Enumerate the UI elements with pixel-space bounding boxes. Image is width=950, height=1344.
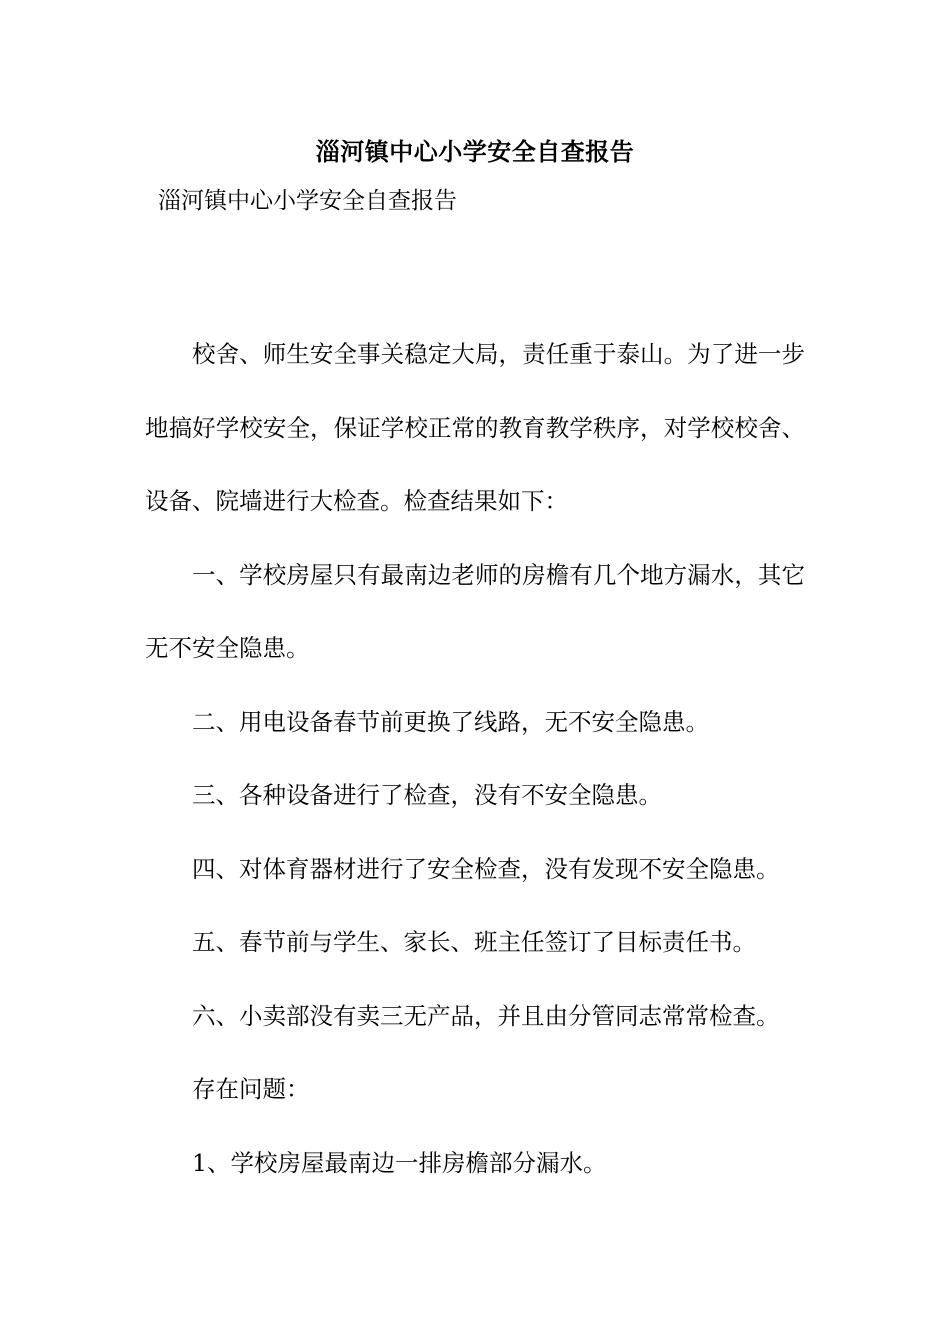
paragraph-item-4: 四、对体育器材进行了安全检查，没有发现不安全隐患。 [192, 854, 780, 883]
paragraph-item-6: 六、小卖部没有卖三无产品，并且由分管同志常常检查。 [192, 1001, 780, 1030]
paragraph-issues-heading: 存在问题： [192, 1075, 310, 1103]
paragraph-item-5: 五、春节前与学生、家长、班主任签订了目标责任书。 [192, 928, 756, 956]
paragraph-issue-1: 1、学校房屋最南边一排房檐部分漏水。 [192, 1148, 607, 1177]
document-title: 淄河镇中心小学安全自查报告 [315, 137, 635, 166]
paragraph-intro: 校舍、师生安全事关稳定大局，责任重于泰山。为了进一步地搞好学校安全，保证学校正常的教育教学秩序，对学校校舍、设备、院墙进行大检查。检查结果如下： [145, 340, 805, 515]
paragraph-item-1: 一、学校房屋只有最南边老师的房檐有几个地方漏水，其它无不安全隐患。 [145, 560, 805, 662]
paragraph-item-3: 三、各种设备进行了检查，没有不安全隐患。 [192, 781, 662, 809]
document-subtitle: 淄河镇中心小学安全自查报告 [158, 188, 457, 214]
document-body [145, 318, 805, 1200]
paragraph-item-2: 二、用电设备春节前更换了线路，无不安全隐患。 [192, 707, 709, 736]
